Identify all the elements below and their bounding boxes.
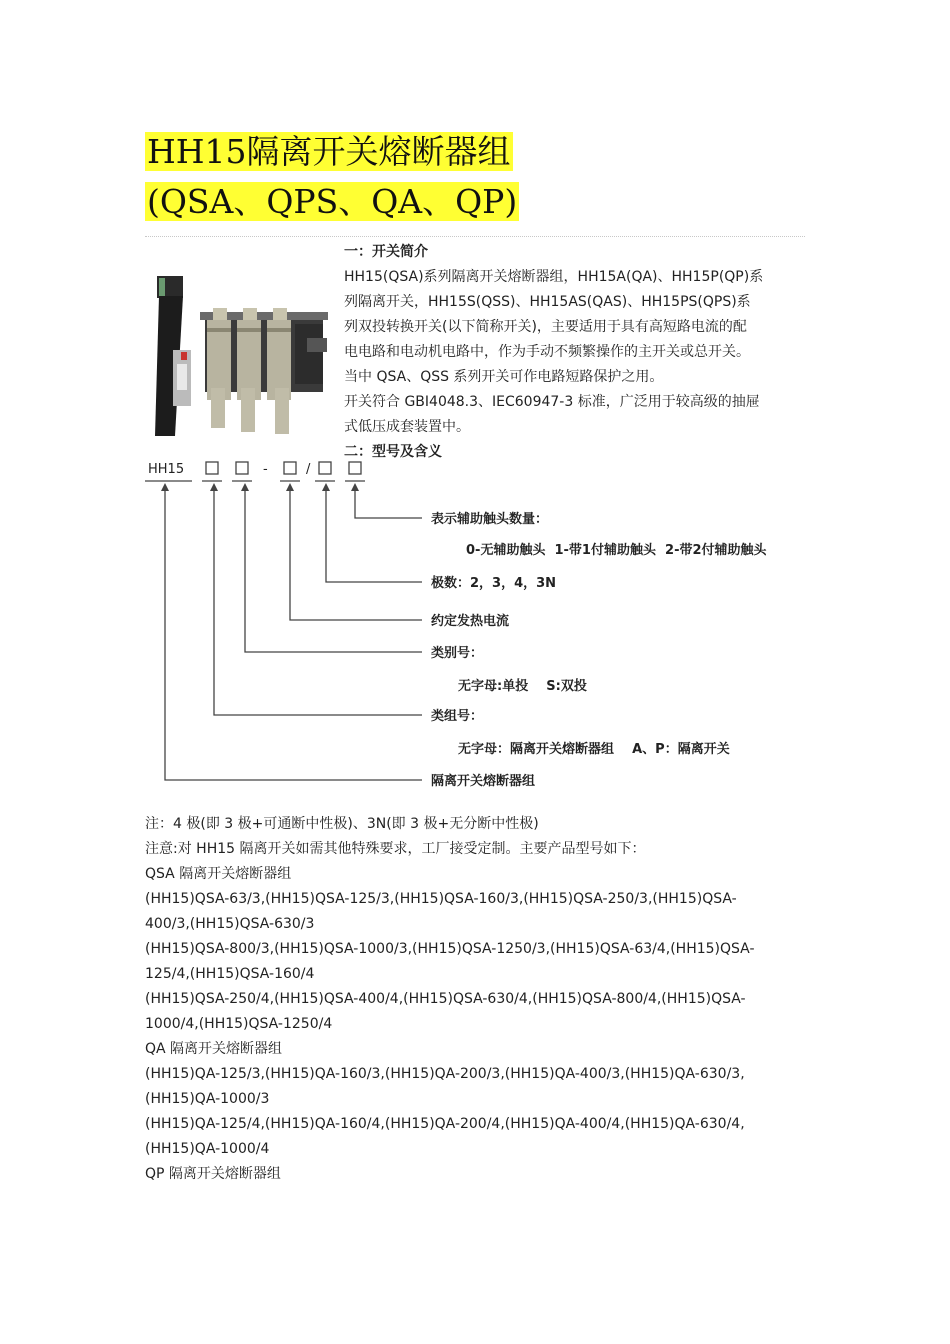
arrowhead [161,483,169,491]
diagram-slash: / [306,462,311,477]
arrowhead [351,483,359,491]
page-title-line-2: (QSA、QPS、QA、QP) [147,182,518,221]
model-heading: 二：型号及含义 [344,444,442,460]
intro-line: 电电路和电动机电路中，作为手动不频繁操作的主开关或总开关。 [344,344,750,360]
page-title-line-1: HH15隔离开关熔断器组 [147,132,511,171]
group-label: 类组号： [431,709,484,724]
category-label: 类别号： [431,646,484,661]
note-line: 125/4,(HH15)QSA-160/4 [145,966,315,982]
rated-current-label: 约定发热电流 [431,614,510,629]
note-line: 400/3,(HH15)QSA-630/3 [145,916,315,932]
intro-line: 列双投转换开关(以下简称开关)，主要适用于具有高短路电流的配 [344,319,747,335]
note-line: (HH15)QA-125/4,(HH15)QA-160/4,(HH15)QA-200/4,(HH15)QA-400/4,(HH15)QA-630/4, [145,1116,745,1132]
note-line: QA 隔离开关熔断器组 [145,1041,283,1057]
aux-contact-label: 表示辅助触头数量： [431,512,549,527]
intro-line: HH15(QSA)系列隔离开关熔断器组，HH15A(QA)、HH15P(QP)系 [344,269,764,285]
note-line: (HH15)QA-1000/3 [145,1091,270,1107]
arrowhead [210,483,218,491]
arrowhead [322,483,330,491]
switch-product-image [145,268,335,440]
intro-line: 列隔离开关，HH15S(QSS)、HH15AS(QAS)、HH15PS(QPS)系 [344,294,751,310]
intro-line: 式低压成套装置中。 [344,419,470,435]
intro-section [344,240,809,465]
note-line: 注：4 极(即 3 极+可通断中性极)、3N(即 3 极+无分断中性极) [145,816,539,832]
arrowhead [241,483,249,491]
note-line: QP 隔离开关熔断器组 [145,1166,281,1182]
poles-label: 极数：2，3，4，3N [431,576,557,591]
diagram-prefix: HH15 [148,462,185,477]
note-line: (HH15)QA-125/3,(HH15)QA-160/3,(HH15)QA-200/3,(HH15)QA-400/3,(HH15)QA-630/3, [145,1066,745,1082]
intro-heading: 一：开关简介 [344,244,428,260]
notes-section [145,812,805,1187]
intro-line: 开关符合 GBI4048.3、IEC60947-3 标准，广泛用于较高级的抽屉 [344,394,760,410]
note-line: 1000/4,(HH15)QSA-1250/4 [145,1016,333,1032]
group-options: 无字母：隔离开关熔断器组 A、P：隔离开关 [458,742,730,757]
arrowhead [286,483,294,491]
note-line: (HH15)QSA-250/4,(HH15)QSA-400/4,(HH15)QSA-630/4,(HH15)QSA-800/4,(HH15)QSA- [145,991,746,1007]
diagram-dash: - [263,462,268,477]
series-label: 隔离开关熔断器组 [431,774,536,789]
model-code-diagram [140,455,840,800]
note-line: (HH15)QSA-800/3,(HH15)QSA-1000/3,(HH15)QSA-1250/3,(HH15)QSA-63/4,(HH15)QSA- [145,941,755,957]
note-line: (HH15)QA-1000/4 [145,1141,270,1157]
category-options: 无字母:单投 S:双投 [458,679,587,694]
intro-line: 当中 QSA、QSS 系列开关可作电路短路保护之用。 [344,369,664,385]
dotted-divider [145,236,805,237]
note-line: (HH15)QSA-63/3,(HH15)QSA-125/3,(HH15)QSA-160/3,(HH15)QSA-250/3,(HH15)QSA- [145,891,737,907]
aux-contact-options: 0-无辅助触头 1-带1付辅助触头 2-带2付辅助触头 [466,543,767,558]
note-line: QSA 隔离开关熔断器组 [145,866,292,882]
note-line: 注意:对 HH15 隔离开关如需其他特殊要求，工厂接受定制。主要产品型号如下： [145,841,646,857]
